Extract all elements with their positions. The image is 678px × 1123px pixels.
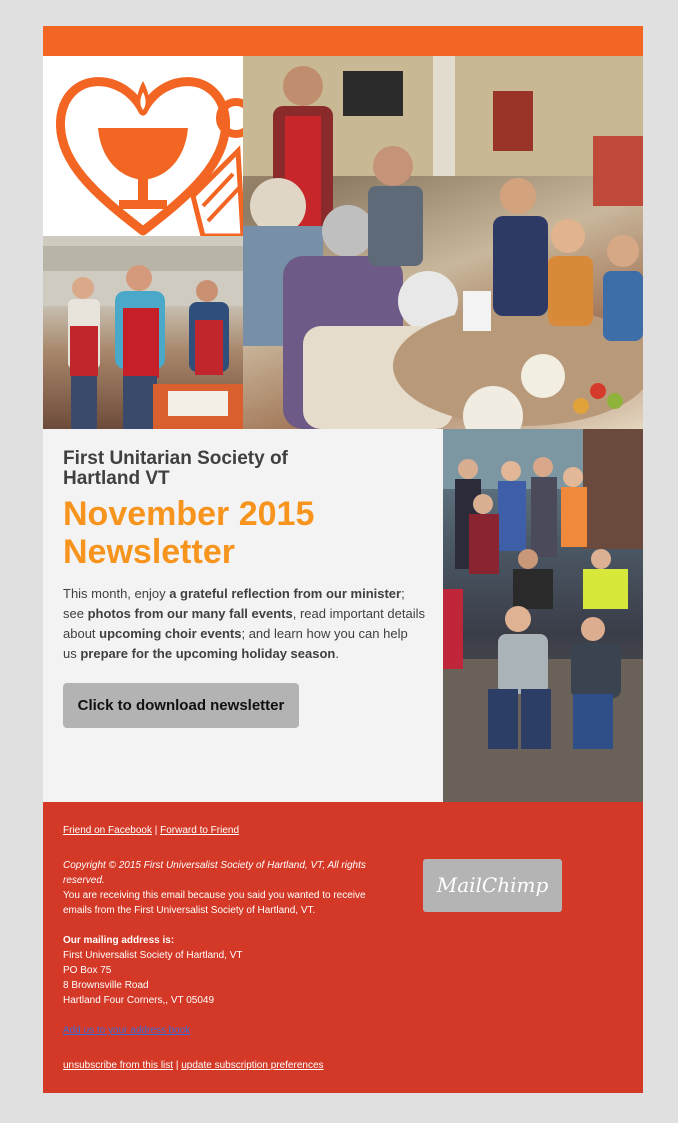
unsubscribe-link[interactable]: unsubscribe from this list <box>63 1060 174 1071</box>
organization-name: First Unitarian Society of Hartland VT <box>63 448 288 489</box>
friend-on-facebook-link[interactable]: Friend on Facebook <box>63 825 152 836</box>
header-bar <box>43 26 643 56</box>
intro-text: This month, enjoy <box>63 586 170 601</box>
community-dinner-photo <box>243 56 643 429</box>
mailing-address-block <box>63 933 393 1008</box>
subscription-links <box>63 1058 324 1073</box>
download-newsletter-button[interactable]: Click to download newsletter <box>63 683 299 728</box>
intro-text: ; see <box>63 586 405 621</box>
chalice-heart-logo-icon <box>43 56 243 236</box>
receiving-reason-text: You are receiving this email because you said you wanted to receive emails from the First Universalist Society of Hartland, VT. <box>63 890 366 916</box>
address-line: First Universalist Society of Hartland, VT <box>63 950 243 961</box>
intro-highlight: a grateful reflection from our minister <box>169 586 402 601</box>
intro-highlight: upcoming choir events <box>99 626 242 641</box>
newsletter-container <box>43 26 643 1093</box>
forward-to-friend-link[interactable]: Forward to Friend <box>160 825 240 836</box>
mailchimp-badge[interactable]: MailChimp <box>423 859 562 912</box>
update-preferences-link[interactable]: update subscription preferences <box>181 1060 324 1071</box>
footer-copyright-block <box>63 858 393 918</box>
intro-text: , read important details about <box>63 606 425 641</box>
intro-highlight: photos from our many fall events <box>87 606 293 621</box>
intro-paragraph <box>63 584 425 664</box>
address-line: 8 Brownsville Road <box>63 980 149 991</box>
logo-panel <box>43 56 243 236</box>
address-book-row <box>63 1023 190 1038</box>
volunteers-in-kitchen-photo <box>43 236 243 429</box>
intro-highlight: prepare for the upcoming holiday season <box>80 646 336 661</box>
intro-panel <box>43 429 443 802</box>
address-line: PO Box 75 <box>63 965 112 976</box>
add-to-address-book-link[interactable]: Add us to your address book <box>63 1025 191 1036</box>
link-separator: | <box>151 825 161 836</box>
footer-social-links <box>63 823 239 838</box>
mailing-address-label: Our mailing address is: <box>63 935 175 946</box>
youth-group-photo <box>443 429 643 802</box>
footer <box>43 802 643 1093</box>
intro-text: . <box>335 646 339 661</box>
address-line: Hartland Four Corners,, VT 05049 <box>63 995 215 1006</box>
copyright-text: Copyright © 2015 First Universalist Society of Hartland, VT, All rights reserved. <box>63 860 366 886</box>
intro-text: ; and learn how you can help us <box>63 626 408 661</box>
newsletter-headline: November 2015 Newsletter <box>63 495 315 571</box>
link-separator: | <box>173 1060 182 1071</box>
